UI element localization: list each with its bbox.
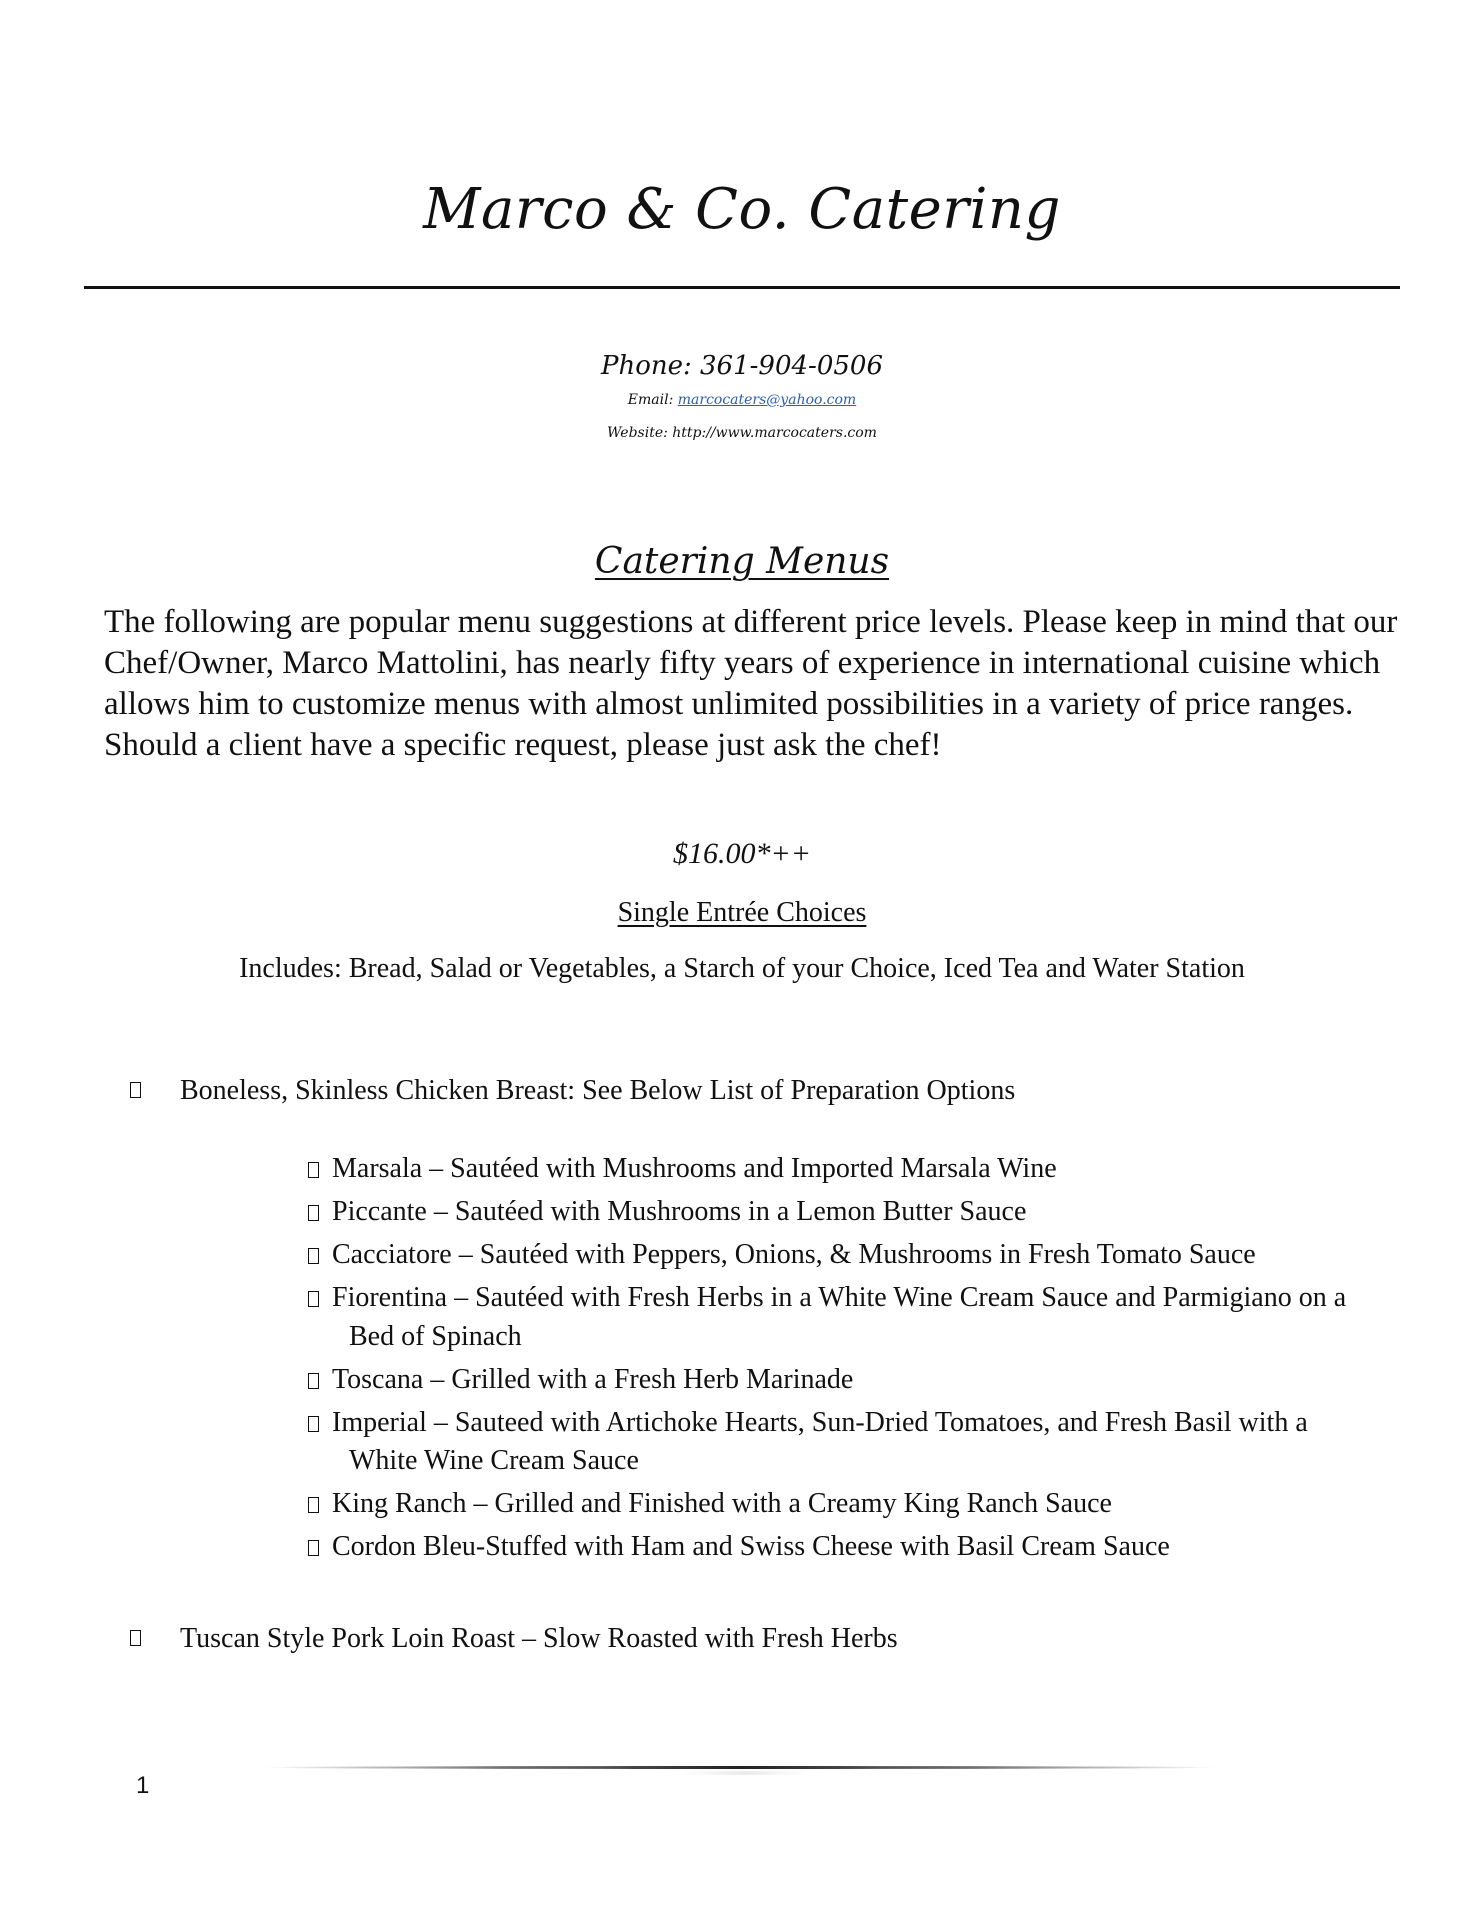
list-item-text: Tuscan Style Pork Loin Roast – Slow Roasted with Fresh Herbs bbox=[180, 1623, 898, 1654]
checkbox-icon bbox=[308, 1205, 319, 1221]
checkbox-icon bbox=[130, 1630, 141, 1646]
list-item-text: Boneless, Skinless Chicken Breast: See Below List of Preparation Options bbox=[180, 1075, 1016, 1106]
list-item-continuation: White Wine Cream Sauce bbox=[349, 1445, 639, 1476]
list-item-text: King Ranch – Grilled and Finished with a Creamy King Ranch Sauce bbox=[332, 1488, 1112, 1519]
section-heading: Catering Menus bbox=[594, 541, 890, 582]
checkbox-icon bbox=[308, 1497, 319, 1513]
list-item bbox=[300, 1485, 1410, 1524]
list-item-text: Cacciatore – Sautéed with Peppers, Onions, & Mushrooms in Fresh Tomato Sauce bbox=[332, 1239, 1256, 1270]
list-item bbox=[0, 1620, 1484, 1658]
list-item-text: Fiorentina – Sautéed with Fresh Herbs in a White Wine Cream Sauce and Parmigiano on a bbox=[332, 1282, 1347, 1313]
list-item-text: Marsala – Sautéed with Mushrooms and Imported Marsala Wine bbox=[332, 1153, 1057, 1184]
list-item-text: Imperial – Sauteed with Artichoke Hearts, Sun-Dried Tomatoes, and Fresh Basil with a bbox=[332, 1406, 1308, 1438]
list-item bbox=[300, 1193, 1410, 1232]
page-number: 1 bbox=[136, 1772, 150, 1799]
email-line bbox=[0, 389, 1484, 411]
list-item bbox=[300, 1236, 1410, 1275]
company-title: Marco & Co. Catering bbox=[423, 177, 1061, 242]
checkbox-icon bbox=[308, 1416, 319, 1432]
list-item-text: Cordon Bleu-Stuffed with Ham and Swiss Cheese with Basil Cream Sauce bbox=[332, 1531, 1170, 1562]
list-item bbox=[300, 1528, 1410, 1567]
phone-number: Phone: 361-904-0506 bbox=[600, 351, 884, 381]
footer-divider bbox=[260, 1766, 1220, 1769]
menu-price: $16.00*++ bbox=[673, 837, 811, 870]
checkbox-icon bbox=[308, 1162, 319, 1178]
menu-includes: Includes: Bread, Salad or Vegetables, a Starch of your Choice, Iced Tea and Water Station bbox=[239, 953, 1245, 984]
footer-divider-shadow bbox=[680, 1771, 810, 1775]
website-line: Website: http://www.marcocaters.com bbox=[607, 425, 877, 441]
chicken-options-list bbox=[300, 1150, 1410, 1571]
list-item bbox=[0, 1072, 1484, 1110]
list-item bbox=[300, 1404, 1410, 1481]
list-item-text: Toscana – Grilled with a Fresh Herb Marinade bbox=[332, 1363, 854, 1395]
list-item-continuation: Bed of Spinach bbox=[349, 1320, 522, 1352]
list-item bbox=[300, 1150, 1410, 1189]
checkbox-icon bbox=[308, 1540, 319, 1556]
intro-paragraph: The following are popular menu suggestions at different price levels. Please keep in mind that our Chef/Owner, Marco Mattolini, has nearly fifty years of experience in international cuisine which allows him to customize menus with almost unlimited possibilities in a variety of price ranges. Should a client have a specific request, please just ask the chef! bbox=[104, 604, 1398, 763]
list-item-text: Piccante – Sautéed with Mushrooms in a Lemon Butter Sauce bbox=[332, 1196, 1027, 1227]
email-link[interactable]: marcocaters@yahoo.com bbox=[677, 392, 857, 408]
checkbox-icon bbox=[308, 1248, 319, 1264]
title-divider bbox=[84, 286, 1400, 289]
list-item bbox=[300, 1279, 1410, 1356]
menu-subheading: Single Entrée Choices bbox=[617, 897, 867, 928]
list-item bbox=[300, 1361, 1410, 1400]
checkbox-icon bbox=[130, 1082, 141, 1098]
checkbox-icon bbox=[308, 1291, 319, 1307]
checkbox-icon bbox=[308, 1373, 319, 1389]
email-label: Email: bbox=[627, 392, 674, 408]
